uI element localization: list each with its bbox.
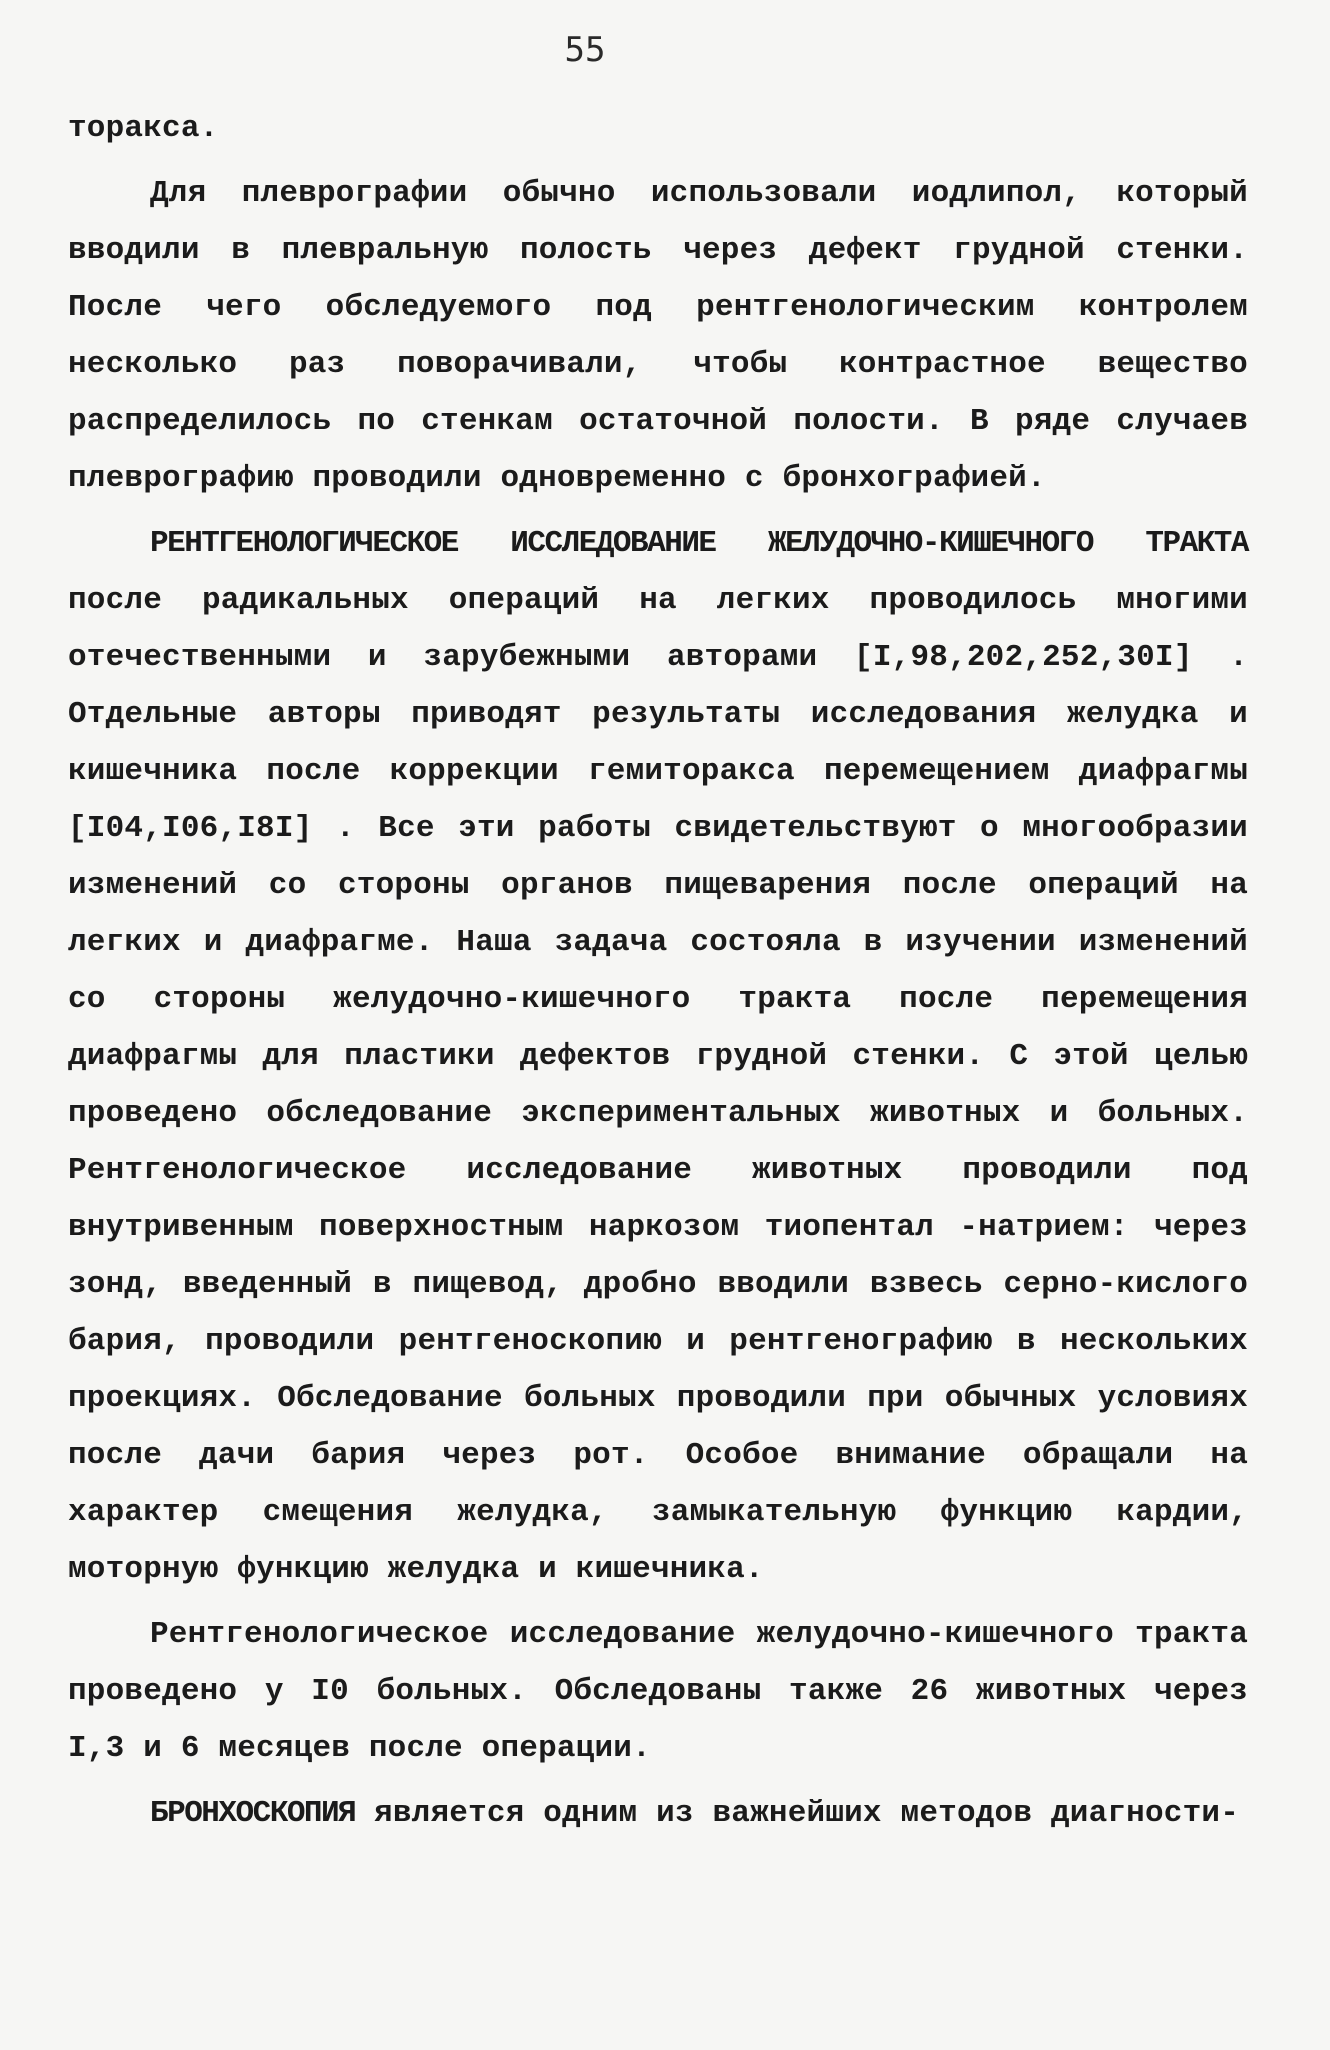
paragraph-text: Рентгенологическое исследование желудочно-кишечного тракта проведено у I0 больных. Обследованы также 26 животных через I,3 и 6 месяцев после операции. [68,1617,1248,1766]
paragraph-gi-tract-count [68,1606,1248,1777]
paragraph-text: Для плеврографии обычно использовали иодлипол, который вводили в плевральную полость через дефект грудной стенки. После чего обследуемого под рентгенологическим контролем несколько раз поворачивали, чтобы контрастное вещество распределилось по стенкам остаточной полости. В ряде случаев плеврографию проводили одновременно с бронхографией. [68,176,1248,496]
paragraph-gi-tract-study [68,515,1248,1598]
section-heading-inline: БРОНХОСКОПИЯ [150,1796,356,1831]
document-body [68,100,1248,1850]
paragraph-pleurography [68,165,1248,507]
paragraph-continuation [68,100,1248,157]
paragraph-text: после радикальных операций на легких проводилось многими отечественными и зарубежными авторами [I,98,202,252,30I] . Отдельные авторы приводят результаты исследования желудка и кишечника после коррекции гемиторакса перемещением диафрагмы [I04,I06,I8I] . Все эти работы свидетельствуют о многообразии изменений со стороны органов пищеварения после операций на легких и диафрагме. Наша задача состояла в изучении изменений со стороны желудочно-кишечного тракта после перемещения диафрагмы для пластики дефектов грудной стенки. С этой целью проведено обследование экспериментальных животных и больных. Рентгенологическое исследование животных проводили под внутривенным поверхностным наркозом тиопентал -натрием: через зонд, введенный в пищевод, дробно вводили взвесь серно-кислого бария, проводили рентгеноскопию и рентгенографию в нескольких проекциях. Обследование больных проводили при обычных условиях после дачи бария через рот. Особое внимание обращали на характер смещения желудка, замыкательную функцию кардии, моторную функцию желудка и кишечника. [68,583,1248,1587]
paragraph-bronchoscopy [68,1785,1248,1842]
page-number: 55 [564,30,606,70]
paragraph-text: торакса. [68,111,219,146]
section-heading-inline: РЕНТГЕНОЛОГИЧЕСКОЕ ИССЛЕДОВАНИЕ ЖЕЛУДОЧНО-КИШЕЧНОГО ТРАКТА [150,526,1248,561]
paragraph-text: является одним из важнейших методов диагности- [355,1796,1239,1831]
